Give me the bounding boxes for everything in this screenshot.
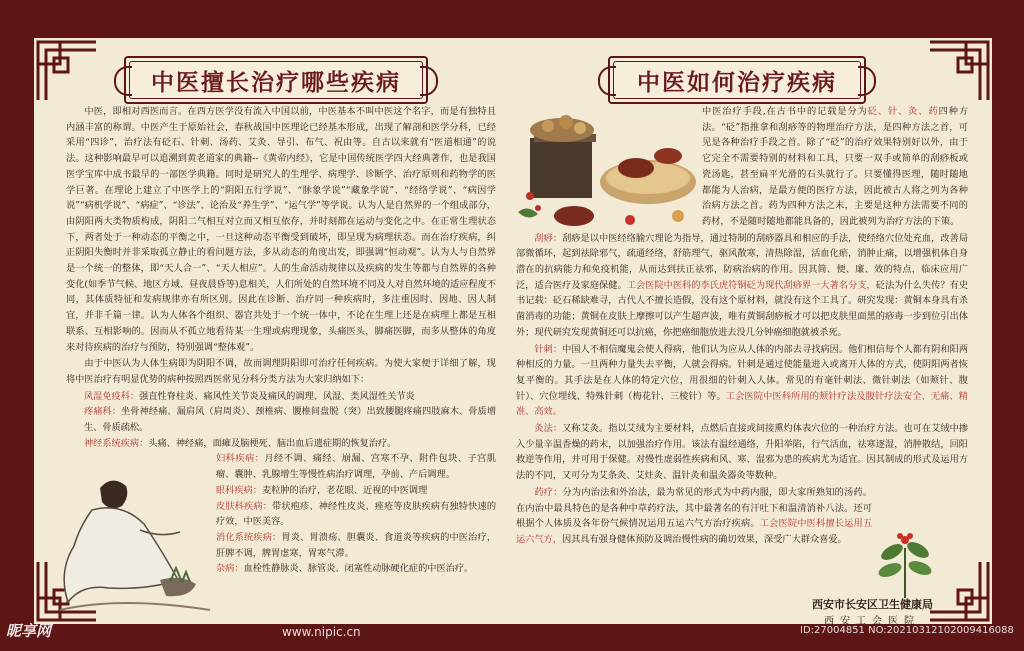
category-name: 神经系统疾病：	[84, 437, 149, 449]
right-column	[516, 104, 968, 549]
method-highlight: 工会医院中医科擅长运用五运六气方，	[516, 518, 873, 545]
category-text: 月经不调、痛经、崩漏、宫寒不孕、附件包块、子宫肌瘤、囊肿、乳腺增生等慢性病治疗调理，孕前、产后调理。	[216, 453, 496, 481]
left-summary-paragraph: 由于中医认为人体生病即为阴阳不调，故而调理阴阳即可治疗任何疾病。为使大家便于详细了解，现将中医治疗有明显优势的病种按照西医常见分科分类方法为大家归纳如下：	[66, 358, 496, 385]
watermark-id: ID:27004851 NO:20210312102009416088	[800, 625, 1014, 636]
category-text: 带状疱疹、神经性皮炎、痤疮等皮肤疾病有独特快速的疗效，中医美容。	[216, 500, 497, 528]
method-text: 分为内治法和外治法，最为常见的形式为中药内服，即大家所熟知的汤药。在内治中最具特色的是各种中草药疗法，其中最著名的有汗吐下和温清消补八法。还可根据个人体质及各年份气候情况运用五运六气方治疗疾病。	[516, 486, 873, 530]
category-text: 麦粒肿的治疗，老花眼、近视的中医调理	[261, 484, 428, 496]
scholar-illustration	[40, 470, 218, 620]
left-title-box	[124, 56, 428, 104]
category-item	[84, 436, 496, 452]
guasha-paragraph	[516, 231, 968, 341]
left-intro-paragraph: 中医，即相对西医而言。在西方医学没有流入中国以前，中医基本不叫中医这个名字，而是有独特且内涵丰富的称谓。中医产生于原始社会，春秋战国中医理论已经基本形成，出现了解剖和医学分科，已经采用“四诊”，治疗法有砭石、针刺、汤药、艾灸、导引、布气、祝由等。自古以来就有“医道相通”的说法。这种影响最早可以追溯到黄老道家的典籍--《黄帝内经》，它是中国传统医学四大经典著作，也是我国医学宝库中成书最早的一部医学典籍。同时是研究人的生理学、病理学、诊断学、治疗原则和药物学的医学巨著。在理论上建立了中医学上的“阴阳五行学说”、“脉象学说”“藏象学说”、“经络学说”、“病因学说”“病机学说”、“病症”、“诊法”、论治及“养生学”、“运气学”等学说。认为人是自然界的一个组成部分，由阴阳两大类物质构成，阴阳二气相互对立而又相互依存，并时刻都在运动与变化之中。在正常生理状态下，两者处于一种动态的平衡之中，一旦这种动态平衡受到破坏，即呈现为病理状态。而在治疗疾病，纠正阴阳失衡时并非采取孤立静止的看问题方法，多从动态的角度出发，即强调“恒动观”。认为人与自然界是一个统一的整体，即“天人合一”、“天人相应”。人的生命活动规律以及疾病的发生等都与自然界的各种变化(如季节气候、地区方域、昼夜晨昏等)息相关，人们所处的自然环境不同及人对自然环境的适应程度不同，其体质特征和发病规律亦有所区别。因此在诊断、治疗同一种疾病时，多注重因时、因地、因人制宜，并非千篇一律。认为人体各个组织、器官共处于一个统一体中，不论在生理上还是在病理上都是互相联系、互相影响的。因而从不孤立地看待某一生理或病理现象，头痛医头，脚痛医脚，而多从整体的角度来对待疾病的治疗与预防，特别强调“整体观”。	[66, 106, 496, 353]
organization-name: 西安市长安区卫生健康局	[812, 598, 933, 611]
left-section-title: 中医擅长治疗哪些疾病	[151, 69, 401, 96]
category-name: 风湿免疫科：	[84, 390, 140, 402]
method-text: 因其具有强身健体预防及调治慢性病的确切效果，深受广大群众喜爱。	[561, 533, 847, 545]
category-name: 眼科疾病：	[216, 484, 262, 496]
category-name: 消化系统疾病：	[216, 531, 282, 543]
method-text: 刮痧是以中医经络腧穴理论为指导，通过特制的刮痧器具和相应的手法，使经络穴位处充血，改善局部微循环，起到祛除邪气，疏通经络，舒筋理气，驱风散寒，清热除湿，活血化瘀，消肿止痛，以增强机体自身潜在的抗病能力和免疫机能，从而达到扶正祛邪，防病治病的作用。因其简、便、廉、效的特点，临床应用广泛，适合医疗及家庭保健。	[516, 232, 969, 291]
method-text: 砭法为什么失传？有史书记载：砭石稀缺难寻，古代人不擅长造假，没有这个原材料，就没有这个工具了。研究发现：黄铜本身具有杀菌消毒的功能；黄铜在皮肤上摩擦可以产生超声波，唯有黄铜刮痧板才可以把皮肤里面黑的痧毒一步到位引出体外；现代研究发现黄铜还可以抗癌，你把癌细胞放进去没几分钟癌细胞就被杀死。	[516, 279, 969, 338]
method-name: 药疗：	[534, 486, 563, 498]
category-text: 坐骨神经痛、漏肩风（肩周炎）、颈椎病、腰椎间盘脱（突）出致腰腿疼痛四肢麻木、骨质增生、骨质疏松。	[84, 406, 497, 434]
category-text: 胃炎、胃溃疡、胆囊炎、食道炎等疾病的中医治疗，肝脾不调，脾胃虚寒，胃寒气滞。	[216, 531, 497, 559]
method-text: 中国人不相信魔鬼会使人得病，他们认为应从人体的内部去寻找病因。他们相信每个人都有阴和阳两种相反的力量。一旦两种力量失去平衡，人就会得病。针刺是通过使能量进入或离开人体的方式，使阴阳两者恢复平衡的。其手法是在人体的特定穴位，用很细的针刺入人体。常见的有毫针刺法、微针刺法（如颊针、腹针）、穴位埋线、特殊针刺（梅花针、三棱针）等。	[516, 343, 969, 402]
intro-text: 四种方法。“砭”指推拿和刮痧等的物理治疗方法，是四种方法之首，可见是各种治疗手段之首。除了“砭”的治疗效果特别好以外，由于它完全不需要特别的材料和工具，只要一双手或简单的刮痧板或瓷汤匙，甚至扁平光滑的石头就行了。只要懂得医理，随时随地都能为人治病，是最方便的医疗方法，因此被古人将之列为各种治病方法之首。药为四种方法之末，主要是这种方法需要不同的药材，不是随时随地都能具备的，因此被列为治疗方法的下策。	[702, 106, 969, 227]
method-name: 针刺：	[534, 343, 563, 355]
watermark-logo: 昵享网	[6, 622, 52, 640]
intro-highlight: 砭、针、灸、药	[867, 106, 939, 117]
watermark-url: www.nipic.cn	[282, 625, 361, 639]
right-title-box	[608, 56, 866, 104]
method-highlight: 工会医院中医科的李氏虎符铜砭为现代刮痧界一大著名分支，	[626, 279, 876, 291]
intro-text: 中医治疗手段,在古书中的记载是分为	[702, 106, 868, 117]
category-item	[84, 404, 496, 435]
corner-ornament-top-right	[928, 40, 990, 102]
acupuncture-paragraph	[516, 342, 968, 421]
right-intro-paragraph	[516, 104, 968, 230]
category-item	[84, 389, 496, 405]
method-name: 灸法：	[534, 423, 563, 435]
category-name: 皮肤科疾病：	[216, 500, 273, 512]
method-highlight: 工会医院中医科所用的颊针疗法及腹针疗法安全、无痛、精准、高效。	[516, 390, 968, 418]
method-name: 刮痧：	[534, 232, 563, 244]
organization-subname: 西安工会医院	[824, 616, 920, 627]
corner-ornament-top-left	[36, 40, 98, 102]
category-text: 血栓性静脉炎、脉管炎、闭塞性动脉硬化症的中医治疗。	[243, 563, 474, 575]
moxibustion-paragraph	[516, 421, 968, 484]
method-text: 又称艾灸。指以艾绒为主要材料，点燃后直接或间接熏灼体表穴位的一种治疗方法。也可在艾绒中掺入少量辛温香燥的药末，以加强治疗作用。该法有温经通络，升阳举陷，行气活血，祛寒逐湿，消肿散结，回阳救逆等作用，并可用于保健。对慢性虚弱性疾病和风、寒、湿邪为患的疾病尤为适宜。因其制成的形式及运用方法的不同，又可分为艾条灸、艾炷灸、温针灸和温灸器灸等数种。	[516, 423, 969, 482]
category-text: 头痛、神经痛，面瘫及脑梗死、脑出血后遗症期的恢复治疗。	[148, 437, 397, 449]
herb-plant-illustration	[870, 528, 940, 600]
right-section-title: 中医如何治疗疾病	[637, 69, 837, 96]
category-text: 强直性脊柱炎、痛风性关节炎及痛风的调理、风湿、类风湿性关节炎	[139, 390, 415, 402]
category-name: 杂病：	[216, 563, 244, 575]
category-name: 妇科疾病：	[216, 453, 265, 465]
category-name: 疼痛科：	[84, 406, 122, 418]
